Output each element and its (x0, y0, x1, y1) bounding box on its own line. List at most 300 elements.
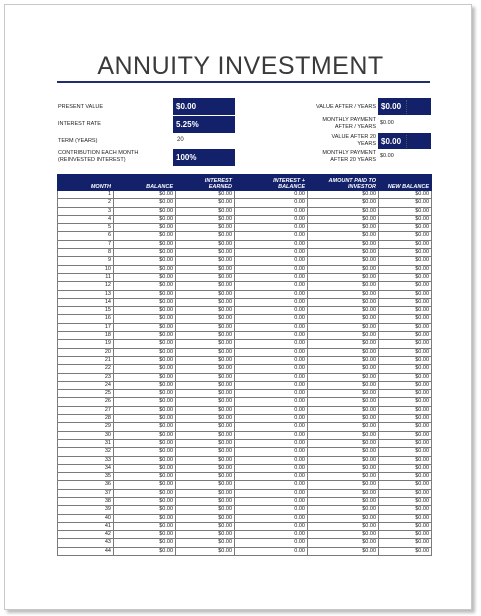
cell-interest-earned[interactable]: $0.00 (176, 207, 235, 215)
cell-balance[interactable]: $0.00 (114, 315, 176, 323)
cell-balance[interactable]: $0.00 (114, 340, 176, 348)
cell-interest-earned[interactable]: $0.00 (176, 464, 235, 472)
cell-amount-paid[interactable]: $0.00 (308, 340, 379, 348)
cell-new-balance[interactable]: $0.00 (379, 348, 432, 356)
cell-interest-plus-balance[interactable]: 0.00 (235, 481, 308, 489)
cell-interest-plus-balance[interactable]: 0.00 (235, 282, 308, 290)
cell-new-balance[interactable]: $0.00 (379, 356, 432, 364)
cell-amount-paid[interactable]: $0.00 (308, 282, 379, 290)
cell-balance[interactable]: $0.00 (114, 257, 176, 265)
term-field[interactable]: 20 (177, 137, 184, 143)
cell-month[interactable]: 37 (58, 489, 114, 497)
cell-amount-paid[interactable]: $0.00 (308, 332, 379, 340)
cell-interest-plus-balance[interactable]: 0.00 (235, 506, 308, 514)
contribution-label-line1: CONTRIBUTION EACH MONTH (58, 150, 139, 156)
cell-balance[interactable]: $0.00 (114, 381, 176, 389)
cell-balance[interactable]: $0.00 (114, 224, 176, 232)
value-after-20-label (290, 134, 376, 147)
cell-new-balance[interactable]: $0.00 (379, 215, 432, 223)
cell-balance[interactable]: $0.00 (114, 415, 176, 423)
cell-balance[interactable]: $0.00 (114, 290, 176, 298)
table-row (58, 531, 432, 539)
table-row (58, 464, 432, 472)
cell-new-balance[interactable]: $0.00 (379, 282, 432, 290)
table-row (58, 348, 432, 356)
cell-balance[interactable]: $0.00 (114, 464, 176, 472)
cell-balance[interactable]: $0.00 (114, 481, 176, 489)
cell-new-balance[interactable]: $0.00 (379, 340, 432, 348)
cell-balance[interactable]: $0.00 (114, 456, 176, 464)
cell-balance[interactable]: $0.00 (114, 398, 176, 406)
cell-balance[interactable]: $0.00 (114, 207, 176, 215)
cell-month[interactable]: 13 (58, 290, 114, 298)
cell-amount-paid[interactable]: $0.00 (308, 497, 379, 505)
column-header-line2: INVESTOR (347, 184, 376, 190)
cell-balance[interactable]: $0.00 (114, 448, 176, 456)
cell-new-balance[interactable]: $0.00 (379, 373, 432, 381)
cell-month[interactable]: 7 (58, 240, 114, 248)
cell-new-balance[interactable]: $0.00 (379, 191, 432, 199)
cell-balance[interactable]: $0.00 (114, 406, 176, 414)
cell-interest-earned[interactable]: $0.00 (176, 298, 235, 306)
cell-balance[interactable]: $0.00 (114, 282, 176, 290)
cell-month[interactable]: 4 (58, 215, 114, 223)
cell-interest-earned[interactable]: $0.00 (176, 448, 235, 456)
table-row (58, 290, 432, 298)
cell-amount-paid[interactable]: $0.00 (308, 373, 379, 381)
cell-amount-paid[interactable]: $0.00 (308, 431, 379, 439)
cell-interest-plus-balance[interactable]: 0.00 (235, 199, 308, 207)
cell-amount-paid[interactable]: $0.00 (308, 249, 379, 257)
cell-interest-plus-balance[interactable]: 0.00 (235, 340, 308, 348)
cell-interest-plus-balance[interactable]: 0.00 (235, 390, 308, 398)
cell-interest-earned[interactable]: $0.00 (176, 240, 235, 248)
title-underline (57, 81, 430, 83)
cell-interest-plus-balance[interactable]: 0.00 (235, 497, 308, 505)
cell-balance[interactable]: $0.00 (114, 356, 176, 364)
cell-balance[interactable]: $0.00 (114, 547, 176, 555)
cell-interest-earned[interactable]: $0.00 (176, 539, 235, 547)
cell-interest-earned[interactable]: $0.00 (176, 232, 235, 240)
cell-amount-paid[interactable]: $0.00 (308, 390, 379, 398)
cell-balance[interactable]: $0.00 (114, 348, 176, 356)
cell-amount-paid[interactable]: $0.00 (308, 307, 379, 315)
cell-balance[interactable]: $0.00 (114, 473, 176, 481)
cell-amount-paid[interactable]: $0.00 (308, 522, 379, 530)
cell-amount-paid[interactable]: $0.00 (308, 356, 379, 364)
cell-interest-plus-balance[interactable]: 0.00 (235, 439, 308, 447)
cell-month[interactable]: 14 (58, 298, 114, 306)
present-value-field[interactable]: $0.00 (173, 98, 235, 115)
cell-month[interactable]: 41 (58, 522, 114, 530)
cell-month[interactable]: 10 (58, 265, 114, 273)
cell-interest-earned[interactable]: $0.00 (176, 531, 235, 539)
cell-interest-earned[interactable]: $0.00 (176, 356, 235, 364)
monthly-payment-value: $0.00 (380, 120, 394, 126)
cell-amount-paid[interactable]: $0.00 (308, 506, 379, 514)
cell-balance[interactable]: $0.00 (114, 191, 176, 199)
cell-interest-earned[interactable]: $0.00 (176, 497, 235, 505)
cell-interest-plus-balance[interactable]: 0.00 (235, 257, 308, 265)
cell-interest-plus-balance[interactable]: 0.00 (235, 547, 308, 555)
cell-balance[interactable]: $0.00 (114, 514, 176, 522)
cell-balance[interactable]: $0.00 (114, 215, 176, 223)
cell-new-balance[interactable]: $0.00 (379, 531, 432, 539)
cell-interest-earned[interactable]: $0.00 (176, 473, 235, 481)
cell-new-balance[interactable]: $0.00 (379, 439, 432, 447)
cell-amount-paid[interactable]: $0.00 (308, 381, 379, 389)
cell-interest-plus-balance[interactable]: 0.00 (235, 456, 308, 464)
cell-new-balance[interactable]: $0.00 (379, 315, 432, 323)
cell-amount-paid[interactable]: $0.00 (308, 473, 379, 481)
cell-month[interactable]: 38 (58, 497, 114, 505)
cell-amount-paid[interactable]: $0.00 (308, 315, 379, 323)
contribution-field[interactable]: 100% (173, 149, 235, 166)
cell-amount-paid[interactable]: $0.00 (308, 224, 379, 232)
cell-amount-paid[interactable]: $0.00 (308, 514, 379, 522)
cell-new-balance[interactable]: $0.00 (379, 332, 432, 340)
table-row (58, 340, 432, 348)
cell-interest-plus-balance[interactable]: 0.00 (235, 273, 308, 281)
cell-interest-plus-balance[interactable]: 0.00 (235, 431, 308, 439)
cell-new-balance[interactable]: $0.00 (379, 431, 432, 439)
cell-month[interactable]: 20 (58, 348, 114, 356)
cell-interest-plus-balance[interactable]: 0.00 (235, 514, 308, 522)
cell-balance[interactable]: $0.00 (114, 506, 176, 514)
cell-balance[interactable]: $0.00 (114, 489, 176, 497)
cell-interest-plus-balance[interactable]: 0.00 (235, 298, 308, 306)
cell-interest-plus-balance[interactable]: 0.00 (235, 323, 308, 331)
cell-interest-plus-balance[interactable]: 0.00 (235, 473, 308, 481)
cell-interest-plus-balance[interactable]: 0.00 (235, 307, 308, 315)
cell-month[interactable]: 24 (58, 381, 114, 389)
cell-interest-earned[interactable]: $0.00 (176, 547, 235, 555)
cell-interest-plus-balance[interactable]: 0.00 (235, 224, 308, 232)
cell-new-balance[interactable]: $0.00 (379, 473, 432, 481)
cell-interest-earned[interactable]: $0.00 (176, 257, 235, 265)
cell-interest-earned[interactable]: $0.00 (176, 215, 235, 223)
cell-balance[interactable]: $0.00 (114, 240, 176, 248)
cell-interest-plus-balance[interactable]: 0.00 (235, 489, 308, 497)
cell-amount-paid[interactable]: $0.00 (308, 273, 379, 281)
cell-interest-earned[interactable]: $0.00 (176, 365, 235, 373)
cell-interest-earned[interactable]: $0.00 (176, 323, 235, 331)
cell-amount-paid[interactable]: $0.00 (308, 406, 379, 414)
cell-interest-earned[interactable]: $0.00 (176, 373, 235, 381)
cell-month[interactable]: 15 (58, 307, 114, 315)
monthly-payment-label (290, 117, 376, 130)
cell-amount-paid[interactable]: $0.00 (308, 191, 379, 199)
cell-interest-earned[interactable]: $0.00 (176, 307, 235, 315)
cell-interest-plus-balance[interactable]: 0.00 (235, 265, 308, 273)
cell-month[interactable]: 17 (58, 323, 114, 331)
cell-month[interactable]: 39 (58, 506, 114, 514)
cell-new-balance[interactable]: $0.00 (379, 298, 432, 306)
cell-month[interactable]: 21 (58, 356, 114, 364)
cell-amount-paid[interactable]: $0.00 (308, 539, 379, 547)
cell-balance[interactable]: $0.00 (114, 522, 176, 530)
cell-interest-earned[interactable]: $0.00 (176, 340, 235, 348)
cell-interest-earned[interactable]: $0.00 (176, 249, 235, 257)
cell-interest-earned[interactable]: $0.00 (176, 332, 235, 340)
cell-interest-earned[interactable]: $0.00 (176, 265, 235, 273)
cell-interest-plus-balance[interactable]: 0.00 (235, 356, 308, 364)
cell-interest-plus-balance[interactable]: 0.00 (235, 290, 308, 298)
cell-balance[interactable]: $0.00 (114, 539, 176, 547)
cell-interest-earned[interactable]: $0.00 (176, 423, 235, 431)
cell-balance[interactable]: $0.00 (114, 249, 176, 257)
column-header-line1: INTEREST + (273, 178, 305, 184)
table-row (58, 497, 432, 505)
column-header-line2: BALANCE (146, 184, 173, 190)
cell-interest-earned[interactable]: $0.00 (176, 348, 235, 356)
cell-new-balance[interactable]: $0.00 (379, 232, 432, 240)
table-row (58, 199, 432, 207)
cell-interest-earned[interactable]: $0.00 (176, 431, 235, 439)
table-row (58, 215, 432, 223)
cell-interest-earned[interactable]: $0.00 (176, 514, 235, 522)
cell-balance[interactable]: $0.00 (114, 298, 176, 306)
cell-interest-plus-balance[interactable]: 0.00 (235, 415, 308, 423)
cell-new-balance[interactable]: $0.00 (379, 207, 432, 215)
monthly-payment-label-line1: MONTHLY PAYMENT (322, 117, 376, 123)
cell-balance[interactable]: $0.00 (114, 265, 176, 273)
monthly-payment-label-line2: AFTER / YEARS (334, 123, 376, 130)
cell-amount-paid[interactable]: $0.00 (308, 265, 379, 273)
cell-month[interactable]: 22 (58, 365, 114, 373)
cell-amount-paid[interactable]: $0.00 (308, 547, 379, 555)
cell-balance[interactable]: $0.00 (114, 423, 176, 431)
cell-month[interactable]: 32 (58, 448, 114, 456)
cell-interest-earned[interactable]: $0.00 (176, 199, 235, 207)
cell-new-balance[interactable]: $0.00 (379, 323, 432, 331)
cell-interest-plus-balance[interactable]: 0.00 (235, 373, 308, 381)
cell-amount-paid[interactable]: $0.00 (308, 348, 379, 356)
cell-new-balance[interactable]: $0.00 (379, 398, 432, 406)
cell-amount-paid[interactable]: $0.00 (308, 199, 379, 207)
cell-interest-earned[interactable]: $0.00 (176, 489, 235, 497)
table-row (58, 547, 432, 555)
cell-new-balance[interactable]: $0.00 (379, 381, 432, 389)
cell-interest-earned[interactable]: $0.00 (176, 282, 235, 290)
cell-interest-plus-balance[interactable]: 0.00 (235, 539, 308, 547)
cell-month[interactable]: 3 (58, 207, 114, 215)
table-row (58, 522, 432, 530)
cell-interest-plus-balance[interactable]: 0.00 (235, 531, 308, 539)
cell-balance[interactable]: $0.00 (114, 365, 176, 373)
cell-new-balance[interactable]: $0.00 (379, 365, 432, 373)
cell-amount-paid[interactable]: $0.00 (308, 423, 379, 431)
cell-balance[interactable]: $0.00 (114, 307, 176, 315)
cell-new-balance[interactable]: $0.00 (379, 448, 432, 456)
cell-interest-earned[interactable]: $0.00 (176, 191, 235, 199)
cell-new-balance[interactable]: $0.00 (379, 199, 432, 207)
cell-month[interactable]: 33 (58, 456, 114, 464)
interest-rate-field[interactable]: 5.25% (173, 116, 235, 133)
cell-month[interactable]: 35 (58, 473, 114, 481)
cell-balance[interactable]: $0.00 (114, 390, 176, 398)
cell-new-balance[interactable]: $0.00 (379, 390, 432, 398)
cell-amount-paid[interactable]: $0.00 (308, 448, 379, 456)
cell-amount-paid[interactable]: $0.00 (308, 240, 379, 248)
cell-interest-earned[interactable]: $0.00 (176, 315, 235, 323)
cell-new-balance[interactable]: $0.00 (379, 307, 432, 315)
cell-amount-paid[interactable]: $0.00 (308, 290, 379, 298)
cell-month[interactable]: 40 (58, 514, 114, 522)
cell-month[interactable]: 9 (58, 257, 114, 265)
cell-interest-earned[interactable]: $0.00 (176, 224, 235, 232)
cell-month[interactable]: 2 (58, 199, 114, 207)
column-header-line1: AMOUNT PAID TO (328, 178, 376, 184)
cell-month[interactable]: 34 (58, 464, 114, 472)
cell-interest-earned[interactable]: $0.00 (176, 406, 235, 414)
cell-new-balance[interactable]: $0.00 (379, 415, 432, 423)
column-header-line1: INTEREST (204, 178, 232, 184)
cell-month[interactable]: 5 (58, 224, 114, 232)
cell-interest-earned[interactable]: $0.00 (176, 381, 235, 389)
cell-new-balance[interactable]: $0.00 (379, 481, 432, 489)
cell-interest-earned[interactable]: $0.00 (176, 522, 235, 530)
cell-amount-paid[interactable]: $0.00 (308, 456, 379, 464)
table-row (58, 423, 432, 431)
cell-month[interactable]: 6 (58, 232, 114, 240)
cell-amount-paid[interactable]: $0.00 (308, 365, 379, 373)
cell-amount-paid[interactable]: $0.00 (308, 215, 379, 223)
cell-interest-plus-balance[interactable]: 0.00 (235, 240, 308, 248)
cell-balance[interactable]: $0.00 (114, 531, 176, 539)
cell-amount-paid[interactable]: $0.00 (308, 398, 379, 406)
cell-balance[interactable]: $0.00 (114, 199, 176, 207)
cell-new-balance[interactable]: $0.00 (379, 464, 432, 472)
cell-balance[interactable]: $0.00 (114, 332, 176, 340)
cell-month[interactable]: 42 (58, 531, 114, 539)
cell-interest-earned[interactable]: $0.00 (176, 398, 235, 406)
cell-month[interactable]: 8 (58, 249, 114, 257)
cell-interest-plus-balance[interactable]: 0.00 (235, 423, 308, 431)
cell-balance[interactable]: $0.00 (114, 323, 176, 331)
cell-month[interactable]: 27 (58, 406, 114, 414)
cell-month[interactable]: 12 (58, 282, 114, 290)
cell-month[interactable]: 1 (58, 191, 114, 199)
cell-interest-plus-balance[interactable]: 0.00 (235, 249, 308, 257)
cell-month[interactable]: 26 (58, 398, 114, 406)
monthly-payment-20-value: $0.00 (380, 153, 394, 159)
value-after-20-field[interactable]: $0.00 (378, 133, 431, 149)
cell-month[interactable]: 25 (58, 390, 114, 398)
cell-month[interactable]: 43 (58, 539, 114, 547)
cell-interest-plus-balance[interactable]: 0.00 (235, 398, 308, 406)
cell-interest-earned[interactable]: $0.00 (176, 390, 235, 398)
cell-interest-plus-balance[interactable]: 0.00 (235, 464, 308, 472)
cell-interest-earned[interactable]: $0.00 (176, 415, 235, 423)
cell-interest-plus-balance[interactable]: 0.00 (235, 381, 308, 389)
cell-month[interactable]: 23 (58, 373, 114, 381)
cell-interest-earned[interactable]: $0.00 (176, 290, 235, 298)
cell-interest-earned[interactable]: $0.00 (176, 481, 235, 489)
cell-new-balance[interactable]: $0.00 (379, 522, 432, 530)
table-row (58, 506, 432, 514)
cell-interest-plus-balance[interactable]: 0.00 (235, 365, 308, 373)
cell-amount-paid[interactable]: $0.00 (308, 531, 379, 539)
cell-interest-plus-balance[interactable]: 0.00 (235, 315, 308, 323)
cell-amount-paid[interactable]: $0.00 (308, 232, 379, 240)
cell-new-balance[interactable]: $0.00 (379, 423, 432, 431)
column-header-line2: BALANCE (278, 184, 305, 190)
cell-new-balance[interactable]: $0.00 (379, 240, 432, 248)
cell-amount-paid[interactable]: $0.00 (308, 464, 379, 472)
cell-balance[interactable]: $0.00 (114, 273, 176, 281)
cell-new-balance[interactable]: $0.00 (379, 539, 432, 547)
cell-amount-paid[interactable]: $0.00 (308, 207, 379, 215)
cell-amount-paid[interactable]: $0.00 (308, 439, 379, 447)
cell-interest-earned[interactable]: $0.00 (176, 456, 235, 464)
value-after-field[interactable]: $0.00 (378, 98, 431, 115)
cell-interest-plus-balance[interactable]: 0.00 (235, 522, 308, 530)
cell-new-balance[interactable]: $0.00 (379, 265, 432, 273)
cell-month[interactable]: 44 (58, 547, 114, 555)
cell-month[interactable]: 16 (58, 315, 114, 323)
table-row (58, 240, 432, 248)
cell-new-balance[interactable]: $0.00 (379, 547, 432, 555)
cell-new-balance[interactable]: $0.00 (379, 456, 432, 464)
cell-new-balance[interactable]: $0.00 (379, 290, 432, 298)
cell-balance[interactable]: $0.00 (114, 497, 176, 505)
cell-interest-earned[interactable]: $0.00 (176, 273, 235, 281)
cell-interest-earned[interactable]: $0.00 (176, 439, 235, 447)
cell-new-balance[interactable]: $0.00 (379, 273, 432, 281)
cell-amount-paid[interactable]: $0.00 (308, 481, 379, 489)
cell-balance[interactable]: $0.00 (114, 439, 176, 447)
cell-month[interactable]: 19 (58, 340, 114, 348)
cell-new-balance[interactable]: $0.00 (379, 514, 432, 522)
cell-interest-earned[interactable]: $0.00 (176, 506, 235, 514)
cell-interest-plus-balance[interactable]: 0.00 (235, 332, 308, 340)
cell-amount-paid[interactable]: $0.00 (308, 298, 379, 306)
cell-interest-plus-balance[interactable]: 0.00 (235, 207, 308, 215)
cell-interest-plus-balance[interactable]: 0.00 (235, 348, 308, 356)
cell-month[interactable]: 30 (58, 431, 114, 439)
cell-balance[interactable]: $0.00 (114, 232, 176, 240)
cell-month[interactable]: 28 (58, 415, 114, 423)
cell-interest-plus-balance[interactable]: 0.00 (235, 448, 308, 456)
cell-balance[interactable]: $0.00 (114, 431, 176, 439)
cell-month[interactable]: 36 (58, 481, 114, 489)
cell-new-balance[interactable]: $0.00 (379, 506, 432, 514)
cell-new-balance[interactable]: $0.00 (379, 224, 432, 232)
cell-new-balance[interactable]: $0.00 (379, 406, 432, 414)
cell-amount-paid[interactable]: $0.00 (308, 323, 379, 331)
cell-month[interactable]: 11 (58, 273, 114, 281)
cell-interest-plus-balance[interactable]: 0.00 (235, 215, 308, 223)
cell-amount-paid[interactable]: $0.00 (308, 415, 379, 423)
cell-new-balance[interactable]: $0.00 (379, 249, 432, 257)
cell-balance[interactable]: $0.00 (114, 373, 176, 381)
cell-amount-paid[interactable]: $0.00 (308, 257, 379, 265)
table-header-row (58, 175, 432, 191)
cell-new-balance[interactable]: $0.00 (379, 497, 432, 505)
cell-interest-plus-balance[interactable]: 0.00 (235, 406, 308, 414)
column-header-month (58, 175, 114, 191)
cell-new-balance[interactable]: $0.00 (379, 489, 432, 497)
cell-month[interactable]: 18 (58, 332, 114, 340)
cell-month[interactable]: 31 (58, 439, 114, 447)
cell-amount-paid[interactable]: $0.00 (308, 489, 379, 497)
cell-new-balance[interactable]: $0.00 (379, 257, 432, 265)
column-header-interest-plus-balance (235, 175, 308, 191)
cell-interest-plus-balance[interactable]: 0.00 (235, 232, 308, 240)
cell-interest-plus-balance[interactable]: 0.00 (235, 191, 308, 199)
cell-month[interactable]: 29 (58, 423, 114, 431)
